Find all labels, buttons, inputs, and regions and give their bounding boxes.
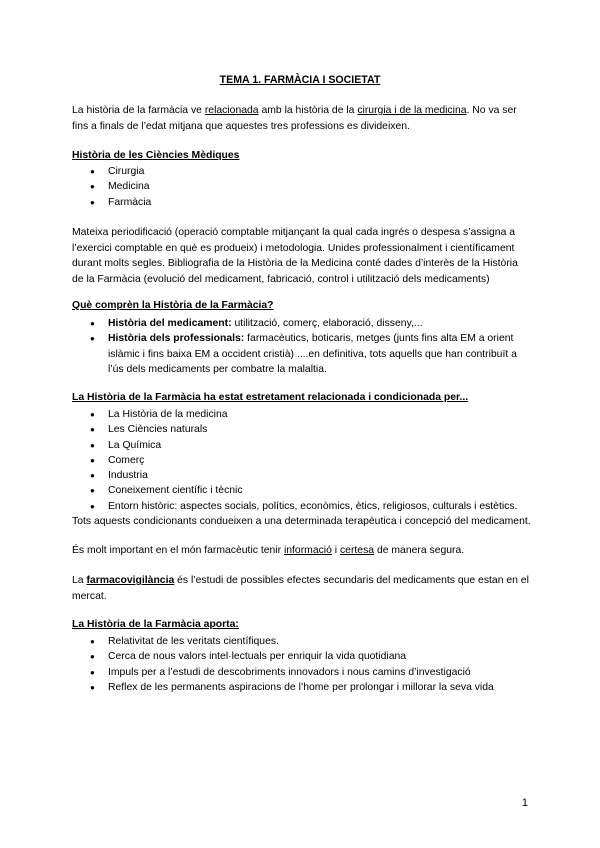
list-item: ● Cerca de nous valors intel·lectuals per enriquir la vida quotidiana: [90, 649, 530, 664]
intro-text-2: amb la història de la: [258, 105, 358, 116]
intro-text-3: . No va ser fins a finals de l’edat mitjana que aquestes tres professions es divideixen.: [72, 105, 517, 132]
list-item: ● La Química: [90, 438, 530, 453]
list-condicionants: [90, 407, 530, 514]
list-item: ● Impuls per a l’estudi de descobriments innovadors i nous camins d’investigació: [90, 665, 530, 680]
section-heading-aporta: La Història de la Farmàcia aporta:: [72, 619, 239, 630]
intro-text-1: La història de la farmàcia ve: [72, 105, 205, 116]
page-number: 1: [521, 797, 528, 809]
condicionants-conclusion: Tots aquests condicionants condueixen a una determinada terapèutica i concepció del medicament.: [72, 516, 531, 527]
section-heading-ciencies: Història de les Ciències Mèdiques: [72, 150, 240, 161]
list-item: ● Relativitat de les veritats científiques.: [90, 634, 530, 649]
list-item: ● La Història de la medicina: [90, 407, 530, 422]
list-item: [90, 316, 530, 331]
list-item: [90, 331, 530, 377]
list-item: ● Les Ciències naturals: [90, 422, 530, 437]
text-span: és l’estudi de possibles efectes secundaris del medicaments que estan en el mercat.: [72, 575, 529, 602]
list-item: ● Industria: [90, 468, 530, 483]
list-ciencies: [90, 164, 151, 210]
periodification-paragraph: Mateixa periodificació (operació comptable mitjançant la qual cada ingrés o despesa s’assigna a l’exercici comptable en què es produeix) i metodologia. Unides professionalment i científicament durant molts segles. Bibliografia de la Història de la Medicina conté dades d’interès de la Història de la Farmàcia (evolució del medicament, fabricació, control i utilització dels medicaments): [72, 227, 518, 285]
section-heading-condicionada: La Història de la Farmàcia ha estat estretament relacionada i condicionada per...: [72, 392, 469, 403]
informacio-paragraph: [72, 543, 532, 559]
text-span: És molt important en el món farmacèutic tenir: [72, 545, 284, 556]
item-bold: Història del medicament:: [108, 318, 232, 329]
list-item: ● Medicina: [90, 179, 151, 194]
underlined-informacio: informació: [283, 545, 332, 556]
intro-underlined-1: relacionada: [204, 105, 259, 116]
text-span: i: [331, 545, 340, 556]
list-item: ● Comerç: [90, 453, 530, 468]
list-item: ● Cirurgia: [90, 164, 151, 179]
section-heading-compren: Què comprèn la Història de la Farmàcia?: [72, 300, 274, 311]
list-aporta: [90, 634, 530, 695]
list-item: ● Farmàcia: [90, 195, 151, 210]
text-span: de manera segura.: [374, 545, 465, 556]
item-rest: utilització, comerç, elaboració, disseny,...: [231, 318, 423, 329]
list-item: ● Reflex de les permanents aspiracions de l’home per prolongar i millorar la seva vida: [90, 680, 530, 695]
page-title: TEMA 1. FARMÀCIA I SOCIETAT: [219, 74, 381, 86]
list-compren: [90, 316, 530, 377]
list-item: ● Entorn històric: aspectes socials, polítics, econòmics, ètics, religiosos, culturals i estètics.: [90, 499, 530, 514]
underlined-farmacovigilancia: farmacovigilància: [86, 575, 175, 586]
intro-underlined-2: cirurgia i de la medicina: [357, 105, 467, 116]
intro-paragraph: [72, 103, 532, 134]
farmacovigilancia-paragraph: [72, 573, 532, 604]
list-item: ● Coneixement científic i tècnic: [90, 483, 530, 498]
item-rest: farmacèutics, boticaris, metges (junts fins alta EM a orient islàmic i fins baixa EM a occident cristià) ....en definitiva, tots aquells que han contribuït a l’ús dels medicaments per combatre la malaltia.: [108, 333, 517, 375]
item-bold: Història dels professionals:: [108, 333, 245, 345]
text-span: La: [72, 575, 87, 586]
underlined-certesa: certesa: [339, 545, 375, 556]
